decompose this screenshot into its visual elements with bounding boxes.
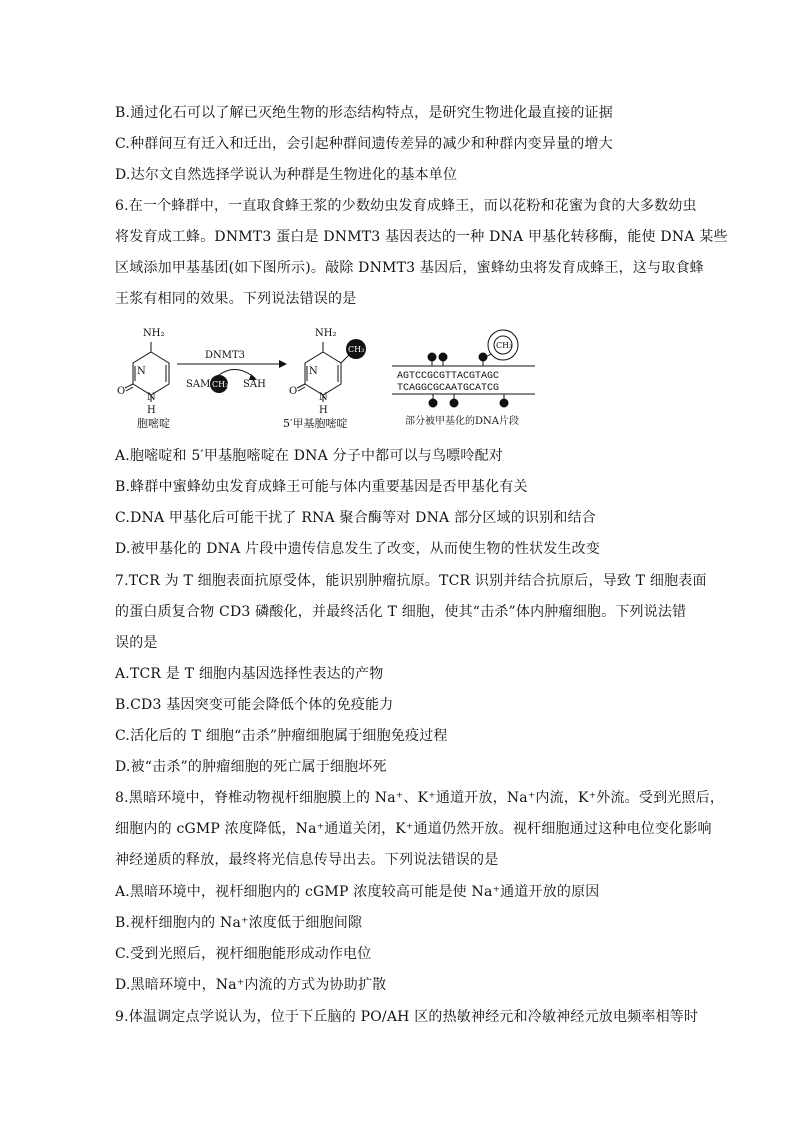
methyl-ch3-label: CH₃ (348, 345, 365, 354)
q7-stem-line-3: 误的是 (115, 635, 158, 651)
q8-option-c: C.受到光照后，视杆细胞能形成动作电位 (115, 946, 372, 962)
h-label-left: H (147, 405, 156, 416)
arrow-head-icon (279, 360, 287, 368)
ring-n2-label-left: N (147, 392, 156, 403)
q5-option-b: B.通过化石可以了解已灭绝生物的形态结构特点，是研究生物进化最直接的证据 (115, 105, 613, 121)
q7-option-c: C.活化后的 T 细胞“击杀”肿瘤细胞属于细胞免疫过程 (115, 728, 448, 744)
q7-option-b: B.CD3 基因突变可能会降低个体的免疫能力 (115, 697, 394, 713)
q8-option-b: B.视杆细胞内的 Na⁺浓度低于细胞间隙 (115, 915, 363, 931)
q6-option-d: D.被甲基化的 DNA 片段中遗传信息发生了改变，从而使生物的性状发生改变 (115, 541, 601, 557)
q8-stem-line-1: 8.黑暗环境中，脊椎动物视杆细胞膜上的 Na⁺、K⁺通道开放，Na⁺内流，K⁺外流。受到光照后， (115, 790, 725, 806)
dna-bottom-strand: TCAGGCGCAATGCATCG (397, 383, 500, 394)
q6-figure (115, 320, 555, 432)
ring-n-label-left: N (137, 366, 146, 377)
methylation-diagram (115, 320, 555, 432)
sah-label: SAH (243, 379, 266, 390)
q7-stem-line-1: 7.TCR 为 T 细胞表面抗原受体，能识别肿瘤抗原。TCR 识别并结合抗原后，导致 T 细胞表面 (115, 573, 707, 589)
methylcytosine-label: 5′甲基胞嘧啶 (283, 417, 348, 430)
sam-label: SAM (186, 379, 211, 390)
q6-option-c: C.DNA 甲基化后可能干扰了 RNA 聚合酶等对 DNA 部分区域的识别和结合 (115, 510, 596, 526)
ring-n-label-mid: N (309, 366, 318, 377)
dna-top-strand: AGTCCGCGTTACGTAGC (397, 371, 500, 382)
q7-stem-line-2: 的蛋白质复合物 CD3 磷酸化，并最终活化 T 细胞，使其“击杀”体内肿瘤细胞。下列说法错 (115, 604, 687, 620)
o-label-mid: O (289, 386, 298, 397)
q5-option-d: D.达尔文自然选择学说认为种群是生物进化的基本单位 (115, 167, 458, 183)
q6-stem-line-4: 王浆有相同的效果。下列说法错误的是 (115, 291, 357, 307)
q6-option-a: A.胞嘧啶和 5′甲基胞嘧啶在 DNA 分子中都可以与鸟嘌呤配对 (115, 448, 503, 464)
h-label-mid: H (319, 405, 328, 416)
q7-option-a: A.TCR 是 T 细胞内基因选择性表达的产物 (115, 666, 384, 682)
q8-option-a: A.黑暗环境中，视杆细胞内的 cGMP 浓度较高可能是使 Na⁺通道开放的原因 (115, 884, 600, 900)
cytosine-label: 胞嘧啶 (137, 417, 170, 430)
dna-fragment-label: 部分被甲基化的DNA片段 (405, 416, 519, 427)
ring-n2-label-mid: N (319, 392, 328, 403)
zoom-ch3-label: CH₃ (496, 341, 513, 350)
q9-stem-line-1: 9.体温调定点学说认为，位于下丘脑的 PO/AH 区的热敏神经元和冷敏神经元放电频率相等时 (115, 1009, 699, 1025)
q6-stem-line-3: 区域添加甲基基团(如下图所示)。敲除 DNMT3 基因后，蜜蜂幼虫将发育成蜂王，这与取食蜂 (115, 260, 704, 276)
o-label-left: O (117, 386, 126, 397)
nh2-label-left: NH₂ (143, 328, 165, 339)
q7-option-d: D.被“击杀”的肿瘤细胞的死亡属于细胞坏死 (115, 759, 387, 775)
q6-option-b: B.蜂群中蜜蜂幼虫发育成蜂王可能与体内重要基因是否甲基化有关 (115, 479, 528, 495)
dnmt3-label: DNMT3 (205, 350, 246, 361)
q8-stem-line-3: 神经递质的释放，最终将光信息传导出去。下列说法错误的是 (115, 852, 499, 868)
q8-option-d: D.黑暗环境中，Na⁺内流的方式为协助扩散 (115, 977, 387, 993)
nh2-label-mid: NH₂ (315, 328, 337, 339)
q6-stem-line-2: 将发育成工蜂。DNMT3 蛋白是 DNMT3 基因表达的一种 DNA 甲基化转移酶，能使 DNA 某些 (115, 229, 728, 245)
q6-stem-line-1: 6.在一个蜂群中，一直取食蜂王浆的少数幼虫发育成蜂王，而以花粉和花蜜为食的大多数幼虫 (115, 198, 697, 214)
sam-ch3-label: CH₃ (212, 380, 229, 389)
q8-stem-line-2: 细胞内的 cGMP 浓度降低，Na⁺通道关闭，K⁺通道仍然开放。视杆细胞通过这种电位变化影响 (115, 821, 712, 837)
q5-option-c: C.种群间互有迁入和迁出，会引起种群间遗传差异的减少和种群内变异量的增大 (115, 136, 613, 152)
